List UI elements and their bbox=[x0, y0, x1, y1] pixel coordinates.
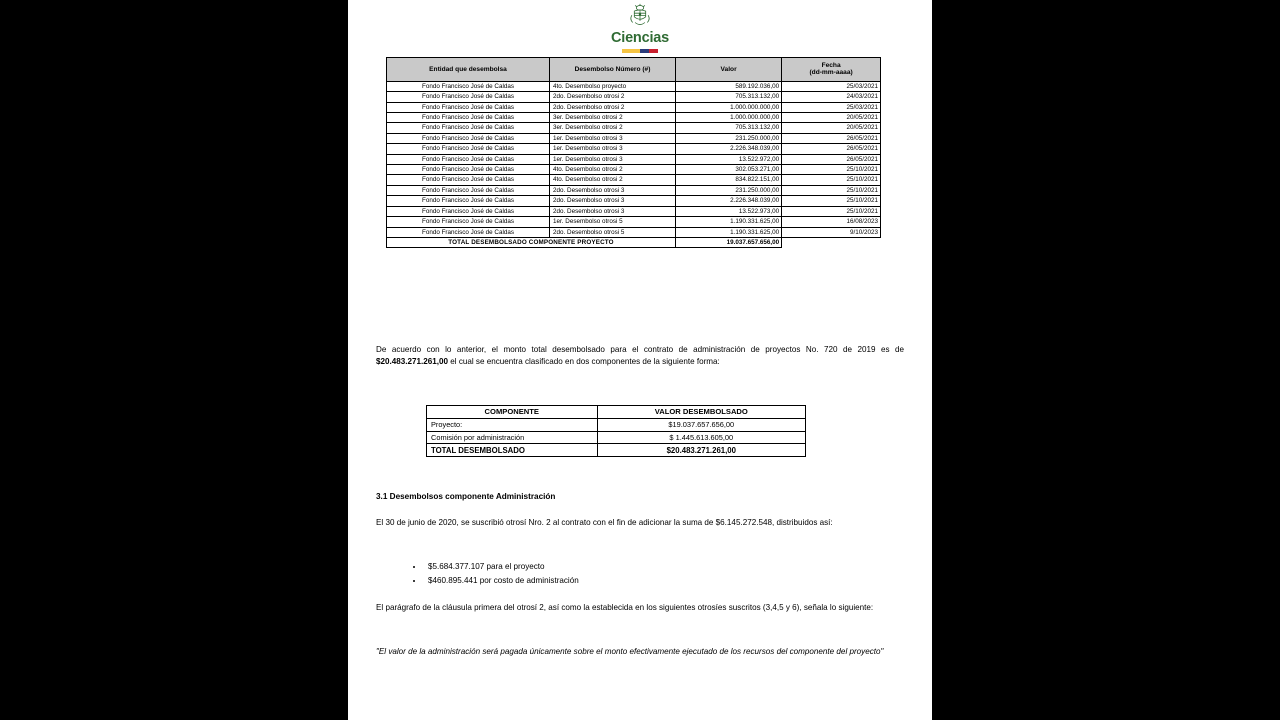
cell-desembolso: 1er. Desembolso otrosi 3 bbox=[550, 154, 676, 164]
cell-valor: $ 1.445.613.605,00 bbox=[597, 431, 805, 444]
col-header-fecha-line2: (dd-mm-aaaa) bbox=[809, 69, 853, 77]
cell-desembolso: 2do. Desembolso otrosi 3 bbox=[550, 185, 676, 195]
table-header-row bbox=[387, 58, 881, 82]
components-total-row bbox=[427, 444, 806, 457]
cell-fecha: 20/05/2021 bbox=[782, 123, 881, 133]
cell-desembolso: 4to. Desembolso otrosi 2 bbox=[550, 175, 676, 185]
cell-entidad: Fondo Francisco José de Caldas bbox=[387, 102, 550, 112]
cell-desembolso: 1er. Desembolso otrosi 5 bbox=[550, 217, 676, 227]
table-row bbox=[387, 102, 881, 112]
cell-valor: 13.522.973,00 bbox=[675, 206, 781, 216]
cell-valor: 2.226.348.039,00 bbox=[675, 196, 781, 206]
colombia-flag-bar-icon bbox=[622, 49, 658, 53]
cell-desembolso: 1er. Desembolso otrosi 3 bbox=[550, 133, 676, 143]
paragraph-total-disbursed bbox=[376, 344, 904, 369]
table-row bbox=[387, 123, 881, 133]
cell-entidad: Fondo Francisco José de Caldas bbox=[387, 92, 550, 102]
table-row bbox=[387, 217, 881, 227]
disbursements-table-container bbox=[386, 57, 881, 248]
col-header-fecha bbox=[782, 58, 881, 82]
cell-desembolso: 2do. Desembolso otrosi 3 bbox=[550, 196, 676, 206]
cell-desembolso: 3er. Desembolso otrosi 2 bbox=[550, 123, 676, 133]
cell-fecha: 25/10/2021 bbox=[782, 185, 881, 195]
cell-desembolso: 4to. Desembolso proyecto bbox=[550, 81, 676, 91]
list-item: • $460.895.441 por costo de administración bbox=[424, 574, 904, 588]
cell-desembolso: 1er. Desembolso otrosi 3 bbox=[550, 144, 676, 154]
cell-entidad: Fondo Francisco José de Caldas bbox=[387, 123, 550, 133]
components-table bbox=[426, 405, 806, 457]
cell-entidad: Fondo Francisco José de Caldas bbox=[387, 227, 550, 237]
cell-entidad: Fondo Francisco José de Caldas bbox=[387, 217, 550, 227]
cell-fecha: 25/10/2021 bbox=[782, 196, 881, 206]
quote-valor-administracion: "El valor de la administración será pagada únicamente sobre el monto efectivamente ejecutado de los recursos del componente del proyecto" bbox=[376, 647, 884, 656]
brand-wordmark: Ciencias bbox=[610, 30, 670, 46]
table-row bbox=[387, 185, 881, 195]
cell-entidad: Fondo Francisco José de Caldas bbox=[387, 133, 550, 143]
table-row bbox=[387, 206, 881, 216]
cell-valor: 705.313.132,00 bbox=[675, 123, 781, 133]
cell-valor: 1.000.000.000,00 bbox=[675, 102, 781, 112]
cell-fecha: 26/05/2021 bbox=[782, 144, 881, 154]
cell-valor: 302.053.271,00 bbox=[675, 165, 781, 175]
cell-fecha: 25/03/2021 bbox=[782, 81, 881, 91]
table-row bbox=[427, 431, 806, 444]
table-row bbox=[387, 175, 881, 185]
paragraph-otrosi-2: El 30 de junio de 2020, se suscribió otrosí Nro. 2 al contrato con el fin de adicionar la suma de $6.145.272.548, distribuidos así: bbox=[376, 518, 833, 527]
cell-componente: Comisión por administración bbox=[427, 431, 598, 444]
cell-valor: 231.250.000,00 bbox=[675, 133, 781, 143]
cell-valor: 834.822.151,00 bbox=[675, 175, 781, 185]
col-header-valor-desembolsado: VALOR DESEMBOLSADO bbox=[597, 406, 805, 419]
paragraph-part1: De acuerdo con lo anterior, el monto total desembolsado para el contrato de administración de proyectos No. 720 de 2019 es de bbox=[376, 345, 904, 354]
cell-valor: 1.190.331.625,00 bbox=[675, 227, 781, 237]
disbursements-table bbox=[386, 57, 881, 248]
cell-fecha: 9/10/2023 bbox=[782, 227, 881, 237]
cell-entidad: Fondo Francisco José de Caldas bbox=[387, 144, 550, 154]
cell-entidad: Fondo Francisco José de Caldas bbox=[387, 113, 550, 123]
cell-desembolso: 2do. Desembolso otrosi 5 bbox=[550, 227, 676, 237]
cell-entidad: Fondo Francisco José de Caldas bbox=[387, 175, 550, 185]
cell-valor: 1.190.331.625,00 bbox=[675, 217, 781, 227]
document-page bbox=[348, 0, 932, 720]
cell-fecha: 26/05/2021 bbox=[782, 133, 881, 143]
table-row bbox=[387, 154, 881, 164]
table-row bbox=[387, 227, 881, 237]
components-total-value: $20.483.271.261,00 bbox=[597, 444, 805, 457]
col-header-valor: Valor bbox=[675, 58, 781, 82]
cell-entidad: Fondo Francisco José de Caldas bbox=[387, 81, 550, 91]
cell-valor: 231.250.000,00 bbox=[675, 185, 781, 195]
components-table-container bbox=[426, 405, 806, 457]
cell-entidad: Fondo Francisco José de Caldas bbox=[387, 206, 550, 216]
cell-valor: 1.000.000.000,00 bbox=[675, 113, 781, 123]
total-value: 19.037.657.656,00 bbox=[675, 237, 781, 247]
col-header-componente: COMPONENTE bbox=[427, 406, 598, 419]
cell-desembolso: 2do. Desembolso otrosi 2 bbox=[550, 102, 676, 112]
components-header-row bbox=[427, 406, 806, 419]
col-header-entidad: Entidad que desembolsa bbox=[387, 58, 550, 82]
cell-fecha: 20/05/2021 bbox=[782, 113, 881, 123]
total-blank-cell bbox=[782, 237, 881, 247]
document-header bbox=[348, 0, 932, 53]
cell-componente: Proyecto: bbox=[427, 418, 598, 431]
components-total-label: TOTAL DESEMBOLSADO bbox=[427, 444, 598, 457]
cell-fecha: 24/03/2021 bbox=[782, 92, 881, 102]
table-row bbox=[387, 165, 881, 175]
paragraph-clausula-primera: El parágrafo de la cláusula primera del otrosí 2, así como la establecida en los siguientes otrosíes suscritos (3,4,5 y 6), señala lo siguiente: bbox=[376, 603, 874, 612]
cell-entidad: Fondo Francisco José de Caldas bbox=[387, 154, 550, 164]
bullet-list bbox=[376, 560, 904, 587]
table-row bbox=[387, 144, 881, 154]
col-header-desembolso: Desembolso Número (#) bbox=[550, 58, 676, 82]
list-item: • $5.684.377.107 para el proyecto bbox=[424, 560, 904, 574]
table-total-row bbox=[387, 237, 881, 247]
table-row bbox=[427, 418, 806, 431]
table-row bbox=[387, 92, 881, 102]
colombia-crest-icon bbox=[627, 3, 653, 29]
total-label: TOTAL DESEMBOLSADO COMPONENTE PROYECTO bbox=[387, 237, 676, 247]
cell-desembolso: 3er. Desembolso otrosi 2 bbox=[550, 113, 676, 123]
cell-fecha: 25/10/2021 bbox=[782, 206, 881, 216]
cell-fecha: 26/05/2021 bbox=[782, 154, 881, 164]
cell-fecha: 25/10/2021 bbox=[782, 175, 881, 185]
cell-entidad: Fondo Francisco José de Caldas bbox=[387, 196, 550, 206]
table-row bbox=[387, 133, 881, 143]
cell-fecha: 16/08/2023 bbox=[782, 217, 881, 227]
cell-valor: 705.313.132,00 bbox=[675, 92, 781, 102]
paragraph-part2: el cual se encuentra clasificado en dos componentes de la siguiente forma: bbox=[448, 357, 720, 367]
cell-entidad: Fondo Francisco José de Caldas bbox=[387, 185, 550, 195]
table-row bbox=[387, 81, 881, 91]
cell-valor: 13.522.972,00 bbox=[675, 154, 781, 164]
cell-valor: $19.037.657.656,00 bbox=[597, 418, 805, 431]
col-header-fecha-line1: Fecha bbox=[821, 62, 841, 69]
cell-desembolso: 2do. Desembolso otrosi 3 bbox=[550, 206, 676, 216]
table-row bbox=[387, 113, 881, 123]
cell-fecha: 25/03/2021 bbox=[782, 102, 881, 112]
cell-desembolso: 4to. Desembolso otrosi 2 bbox=[550, 165, 676, 175]
cell-valor: 589.192.036,00 bbox=[675, 81, 781, 91]
paragraph-amount: $20.483.271.261,00 bbox=[376, 357, 449, 367]
table-row bbox=[387, 196, 881, 206]
cell-desembolso: 2do. Desembolso otrosi 2 bbox=[550, 92, 676, 102]
cell-entidad: Fondo Francisco José de Caldas bbox=[387, 165, 550, 175]
cell-valor: 2.226.348.039,00 bbox=[675, 144, 781, 154]
section-heading-3-1: 3.1 Desembolsos componente Administración bbox=[376, 492, 556, 501]
cell-fecha: 25/10/2021 bbox=[782, 165, 881, 175]
